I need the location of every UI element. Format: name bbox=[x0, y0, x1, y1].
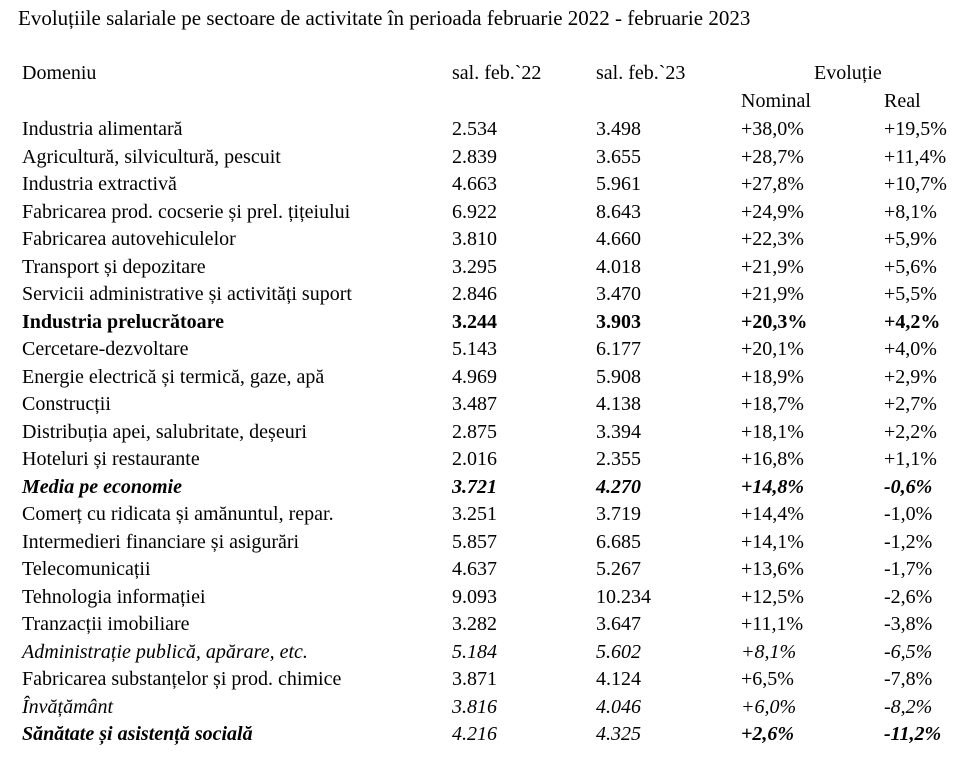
salary-feb-23-cell: 2.355 bbox=[596, 448, 641, 470]
real-evolution-cell: +10,7% bbox=[884, 173, 947, 195]
salary-feb-23-cell: 4.325 bbox=[596, 723, 641, 745]
salary-feb-23-cell: 5.961 bbox=[596, 173, 641, 195]
real-evolution-cell: -0,6% bbox=[884, 475, 933, 498]
nominal-evolution-cell: +18,7% bbox=[741, 393, 804, 415]
header-domain: Domeniu bbox=[22, 62, 97, 84]
table-row bbox=[0, 420, 974, 448]
domain-cell: Industria prelucrătoare bbox=[22, 310, 225, 333]
salary-feb-22-cell: 2.016 bbox=[452, 448, 497, 470]
salary-feb-22-cell: 3.295 bbox=[452, 255, 497, 278]
salary-feb-23-cell: 8.643 bbox=[596, 200, 641, 223]
salary-feb-23-cell: 5.602 bbox=[596, 640, 641, 663]
salary-feb-23-cell: 3.470 bbox=[596, 283, 641, 305]
nominal-evolution-cell: +13,6% bbox=[741, 558, 804, 580]
domain-cell: Industria extractivă bbox=[22, 173, 177, 195]
salary-feb-23-cell: 3.903 bbox=[596, 310, 641, 333]
domain-cell: Administrație publică, apărare, etc. bbox=[22, 640, 308, 663]
header-evolution: Evoluție bbox=[814, 62, 882, 84]
table-row bbox=[0, 612, 974, 640]
nominal-evolution-cell: +2,6% bbox=[741, 723, 795, 745]
salary-feb-22-cell: 4.969 bbox=[452, 365, 497, 388]
salary-feb-22-cell: 2.534 bbox=[452, 118, 497, 140]
domain-cell: Transport și depozitare bbox=[22, 255, 206, 278]
table-row bbox=[0, 695, 974, 723]
real-evolution-cell: -1,0% bbox=[884, 503, 933, 525]
domain-cell: Agricultură, silvicultură, pescuit bbox=[22, 145, 281, 168]
table-row bbox=[0, 117, 974, 145]
real-evolution-cell: +19,5% bbox=[884, 118, 947, 140]
salary-feb-23-cell: 3.647 bbox=[596, 613, 641, 635]
salary-feb-23-cell: 3.719 bbox=[596, 503, 641, 525]
table-row bbox=[0, 392, 974, 420]
salary-feb-22-cell: 5.857 bbox=[452, 530, 497, 553]
domain-cell: Cercetare-dezvoltare bbox=[22, 338, 189, 360]
domain-cell: Energie electrică și termică, gaze, apă bbox=[22, 365, 325, 388]
domain-cell: Tranzacții imobiliare bbox=[22, 613, 190, 635]
salary-feb-23-cell: 4.046 bbox=[596, 695, 641, 718]
salary-feb-23-cell: 4.138 bbox=[596, 393, 641, 415]
table-row bbox=[0, 530, 974, 558]
real-evolution-cell: +8,1% bbox=[884, 200, 937, 223]
domain-cell: Sănătate și asistență socială bbox=[22, 723, 253, 745]
salary-feb-23-cell: 5.267 bbox=[596, 558, 641, 580]
nominal-evolution-cell: +20,1% bbox=[741, 338, 804, 360]
domain-cell: Media pe economie bbox=[22, 475, 182, 498]
nominal-evolution-cell: +21,9% bbox=[741, 255, 804, 278]
salary-feb-22-cell: 2.846 bbox=[452, 283, 497, 305]
nominal-evolution-cell: +14,4% bbox=[741, 503, 804, 525]
nominal-evolution-cell: +21,9% bbox=[741, 283, 804, 305]
table-row bbox=[0, 502, 974, 530]
table-row bbox=[0, 667, 974, 695]
table-row bbox=[0, 282, 974, 310]
nominal-evolution-cell: +18,1% bbox=[741, 420, 804, 443]
domain-cell: Fabricarea substanțelor și prod. chimice bbox=[22, 668, 342, 690]
salary-feb-22-cell: 3.251 bbox=[452, 503, 497, 525]
header-salary-feb-23: sal. feb.`23 bbox=[596, 62, 686, 84]
salary-feb-22-cell: 3.721 bbox=[452, 475, 497, 498]
salary-feb-23-cell: 5.908 bbox=[596, 365, 641, 388]
domain-cell: Fabricarea prod. cocserie și prel. țițeiului bbox=[22, 200, 351, 223]
real-evolution-cell: -3,8% bbox=[884, 613, 933, 635]
real-evolution-cell: -1,2% bbox=[884, 530, 933, 553]
nominal-evolution-cell: +16,8% bbox=[741, 448, 804, 470]
domain-cell: Fabricarea autovehiculelor bbox=[22, 228, 236, 250]
salary-table bbox=[0, 117, 974, 750]
nominal-evolution-cell: +12,5% bbox=[741, 585, 804, 608]
table-row bbox=[0, 227, 974, 255]
real-evolution-cell: +5,6% bbox=[884, 255, 937, 278]
real-evolution-cell: +2,7% bbox=[884, 393, 937, 415]
salary-feb-23-cell: 4.270 bbox=[596, 475, 641, 498]
salary-feb-23-cell: 10.234 bbox=[596, 585, 651, 608]
real-evolution-cell: -8,2% bbox=[884, 695, 933, 718]
table-row bbox=[0, 200, 974, 228]
salary-feb-22-cell: 3.487 bbox=[452, 393, 497, 415]
nominal-evolution-cell: +22,3% bbox=[741, 228, 804, 250]
salary-feb-23-cell: 3.498 bbox=[596, 118, 641, 140]
nominal-evolution-cell: +6,0% bbox=[741, 695, 797, 718]
salary-feb-23-cell: 4.124 bbox=[596, 668, 641, 690]
salary-feb-22-cell: 3.871 bbox=[452, 668, 497, 690]
table-row bbox=[0, 172, 974, 200]
domain-cell: Industria alimentară bbox=[22, 118, 183, 140]
salary-feb-23-cell: 3.394 bbox=[596, 420, 641, 443]
nominal-evolution-cell: +38,0% bbox=[741, 118, 804, 140]
real-evolution-cell: +1,1% bbox=[884, 448, 937, 470]
nominal-evolution-cell: +14,8% bbox=[741, 475, 805, 498]
table-row bbox=[0, 310, 974, 338]
real-evolution-cell: +5,5% bbox=[884, 283, 937, 305]
nominal-evolution-cell: +14,1% bbox=[741, 530, 804, 553]
salary-feb-22-cell: 4.637 bbox=[452, 558, 497, 580]
salary-feb-22-cell: 6.922 bbox=[452, 200, 497, 223]
table-row bbox=[0, 557, 974, 585]
salary-feb-23-cell: 3.655 bbox=[596, 145, 641, 168]
salary-feb-23-cell: 6.177 bbox=[596, 338, 641, 360]
real-evolution-cell: +5,9% bbox=[884, 228, 937, 250]
header-real: Real bbox=[884, 90, 921, 112]
domain-cell: Hoteluri și restaurante bbox=[22, 448, 200, 470]
domain-cell: Construcții bbox=[22, 393, 111, 415]
salary-feb-22-cell: 3.282 bbox=[452, 613, 497, 635]
table-row bbox=[0, 337, 974, 365]
table-row bbox=[0, 475, 974, 503]
domain-cell: Tehnologia informației bbox=[22, 585, 206, 608]
real-evolution-cell: +4,2% bbox=[884, 310, 941, 333]
table-row bbox=[0, 365, 974, 393]
page-title: Evoluțiile salariale pe sectoare de activitate în perioada februarie 2022 - februarie 2023 bbox=[18, 6, 751, 30]
domain-cell: Servicii administrative și activități suport bbox=[22, 283, 352, 305]
salary-feb-23-cell: 4.660 bbox=[596, 228, 641, 250]
salary-feb-22-cell: 2.839 bbox=[452, 145, 497, 168]
salary-feb-22-cell: 4.216 bbox=[452, 723, 497, 745]
nominal-evolution-cell: +6,5% bbox=[741, 668, 794, 690]
nominal-evolution-cell: +8,1% bbox=[741, 640, 797, 663]
domain-cell: Distribuția apei, salubritate, deșeuri bbox=[22, 420, 307, 443]
domain-cell: Telecomunicații bbox=[22, 558, 151, 580]
nominal-evolution-cell: +27,8% bbox=[741, 173, 804, 195]
domain-cell: Învățământ bbox=[22, 695, 114, 718]
salary-feb-22-cell: 3.816 bbox=[452, 695, 497, 718]
salary-feb-22-cell: 4.663 bbox=[452, 173, 497, 195]
salary-feb-23-cell: 6.685 bbox=[596, 530, 641, 553]
table-row bbox=[0, 585, 974, 613]
salary-feb-22-cell: 3.244 bbox=[452, 310, 497, 333]
table-row bbox=[0, 640, 974, 668]
nominal-evolution-cell: +20,3% bbox=[741, 310, 808, 333]
table-row bbox=[0, 722, 974, 750]
nominal-evolution-cell: +18,9% bbox=[741, 365, 804, 388]
real-evolution-cell: -6,5% bbox=[884, 640, 933, 663]
header-nominal: Nominal bbox=[741, 90, 811, 112]
domain-cell: Comerț cu ridicata și amănuntul, repar. bbox=[22, 503, 334, 525]
real-evolution-cell: +4,0% bbox=[884, 338, 937, 360]
salary-feb-22-cell: 5.184 bbox=[452, 640, 497, 663]
real-evolution-cell: +2,9% bbox=[884, 365, 937, 388]
table-row bbox=[0, 447, 974, 475]
salary-feb-22-cell: 9.093 bbox=[452, 585, 497, 608]
real-evolution-cell: -1,7% bbox=[884, 558, 933, 580]
real-evolution-cell: +2,2% bbox=[884, 420, 937, 443]
table-row bbox=[0, 255, 974, 283]
table-row bbox=[0, 145, 974, 173]
salary-feb-23-cell: 4.018 bbox=[596, 255, 641, 278]
header-salary-feb-22: sal. feb.`22 bbox=[452, 62, 542, 84]
real-evolution-cell: +11,4% bbox=[884, 145, 947, 168]
nominal-evolution-cell: +24,9% bbox=[741, 200, 804, 223]
salary-feb-22-cell: 3.810 bbox=[452, 228, 497, 250]
nominal-evolution-cell: +11,1% bbox=[741, 613, 804, 635]
salary-feb-22-cell: 2.875 bbox=[452, 420, 497, 443]
domain-cell: Intermedieri financiare și asigurări bbox=[22, 530, 300, 553]
salary-feb-22-cell: 5.143 bbox=[452, 338, 497, 360]
nominal-evolution-cell: +28,7% bbox=[741, 145, 804, 168]
real-evolution-cell: -7,8% bbox=[884, 668, 933, 690]
real-evolution-cell: -2,6% bbox=[884, 585, 933, 608]
real-evolution-cell: -11,2% bbox=[884, 723, 942, 745]
